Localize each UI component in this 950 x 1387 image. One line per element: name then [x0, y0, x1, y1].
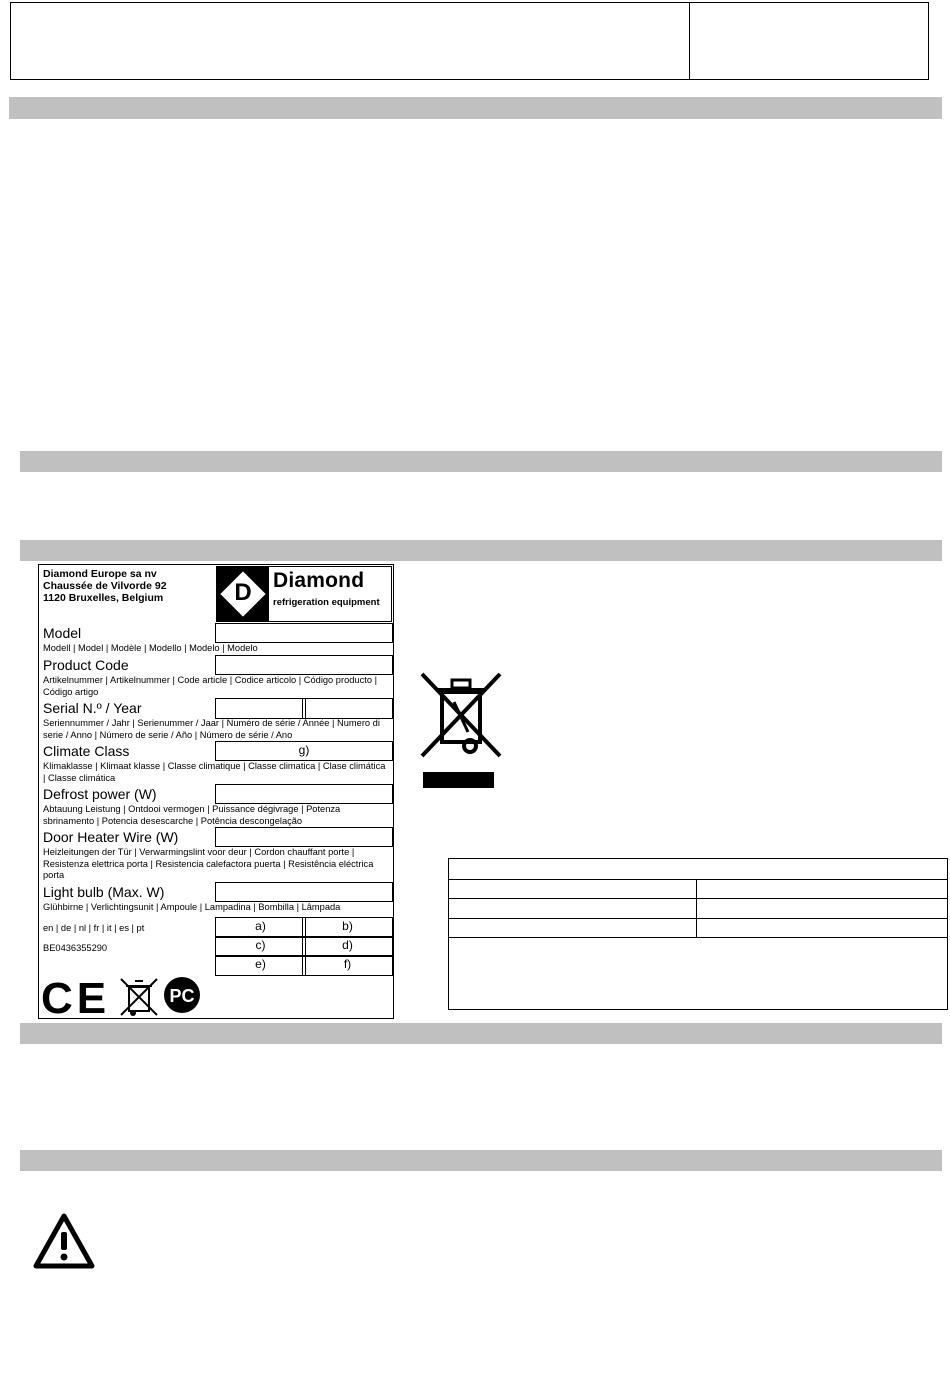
diamond-logo	[216, 566, 392, 622]
grid-cell-e: e)	[215, 955, 306, 976]
section-bar-3	[20, 540, 942, 561]
grid-cell-d: d)	[302, 936, 393, 957]
door-heater-translations: Heizleitungen der Tür | Verwarmingslint voor deur | Cordon chauffant porte | Resistenza elettrica porta | Resistencia calefactora puerta | Resistência eléctrica porta	[43, 847, 374, 880]
languages-line: en | de | nl | fr | it | es | pt	[43, 923, 145, 933]
weee-crossed-bin-icon	[418, 670, 504, 760]
info-table-row-line-2	[448, 898, 948, 899]
model-translations: Modell | Model | Modèle | Modello | Modelo | Modelo	[43, 643, 258, 653]
light-bulb-label: Light bulb (Max. W)	[43, 884, 165, 900]
serial-number-field	[215, 698, 306, 719]
info-table	[448, 858, 948, 1010]
warning-icon	[32, 1212, 96, 1270]
registration-number: BE0436355290	[43, 943, 108, 953]
info-table-row-line-1	[448, 879, 948, 880]
info-table-row-line-4	[448, 937, 948, 938]
header-box	[10, 2, 929, 80]
weee-bar	[423, 772, 494, 788]
serial-year-field	[302, 698, 393, 719]
product-code-label: Product Code	[43, 657, 129, 673]
info-table-row-line-3	[448, 918, 948, 919]
svg-text:PC: PC	[169, 986, 195, 1006]
company-name: Diamond Europe sa nv	[43, 568, 157, 580]
model-label: Model	[43, 625, 82, 641]
model-field	[215, 623, 393, 643]
serial-translations: Seriennummer / Jahr | Serienummer / Jaar | Numéro de série / Année | Numero di serie / Anno | Número de serie / Año | Número de série / Ano	[43, 718, 380, 740]
grid-cell-b: b)	[302, 917, 393, 938]
serial-label: Serial N.º / Year	[43, 700, 142, 716]
defrost-power-label: Defrost power (W)	[43, 786, 157, 802]
door-heater-field	[215, 827, 393, 847]
product-code-field	[215, 655, 393, 675]
weee-bin-small-icon	[117, 975, 161, 1019]
defrost-power-translations: Abtauung Leistung | Ontdooi vermogen | Puissance dégivrage | Potenza sbrinamento | Potencia desescarche | Potência descongelação	[43, 804, 341, 826]
light-bulb-field	[215, 882, 393, 902]
light-bulb-translations: Glühbirne | Verlichtingsunit | Ampoule | Lampadina | Bombilla | Lâmpada	[43, 902, 341, 912]
pct-mark-icon	[162, 975, 202, 1015]
company-street: Chaussée de Vilvorde 92	[43, 580, 167, 592]
defrost-power-field	[215, 784, 393, 804]
section-bar-2	[20, 451, 942, 472]
door-heater-label: Door Heater Wire (W)	[43, 829, 179, 845]
section-bar-1	[9, 97, 942, 119]
header-divider	[689, 2, 690, 80]
grid-cell-a: a)	[215, 917, 306, 938]
climate-class-translations: Klimaklasse | Klimaat klasse | Classe climatique | Classe climatica | Clase climática | Classe climática	[43, 761, 386, 783]
grid-cell-f: f)	[302, 955, 393, 976]
climate-class-label: Climate Class	[43, 743, 130, 759]
climate-class-field: g)	[215, 741, 393, 761]
logo-badge-icon	[217, 567, 269, 621]
section-bar-5	[20, 1150, 942, 1171]
info-table-column-line	[696, 879, 697, 937]
logo-letter: D	[234, 579, 252, 606]
ce-mark-icon: CE	[41, 974, 111, 1023]
logo-brand: Diamond	[273, 569, 365, 592]
section-bar-4	[20, 1023, 942, 1044]
company-city: 1120 Bruxelles, Belgium	[43, 592, 164, 604]
company-address	[43, 568, 167, 604]
logo-tagline: refrigeration equipment	[273, 597, 380, 608]
product-code-translations: Artikelnummer | Artikelnummer | Code article | Codice articolo | Código producto | Código artigo	[43, 675, 377, 697]
grid-cell-c: c)	[215, 936, 306, 957]
rating-plate	[38, 564, 394, 1023]
